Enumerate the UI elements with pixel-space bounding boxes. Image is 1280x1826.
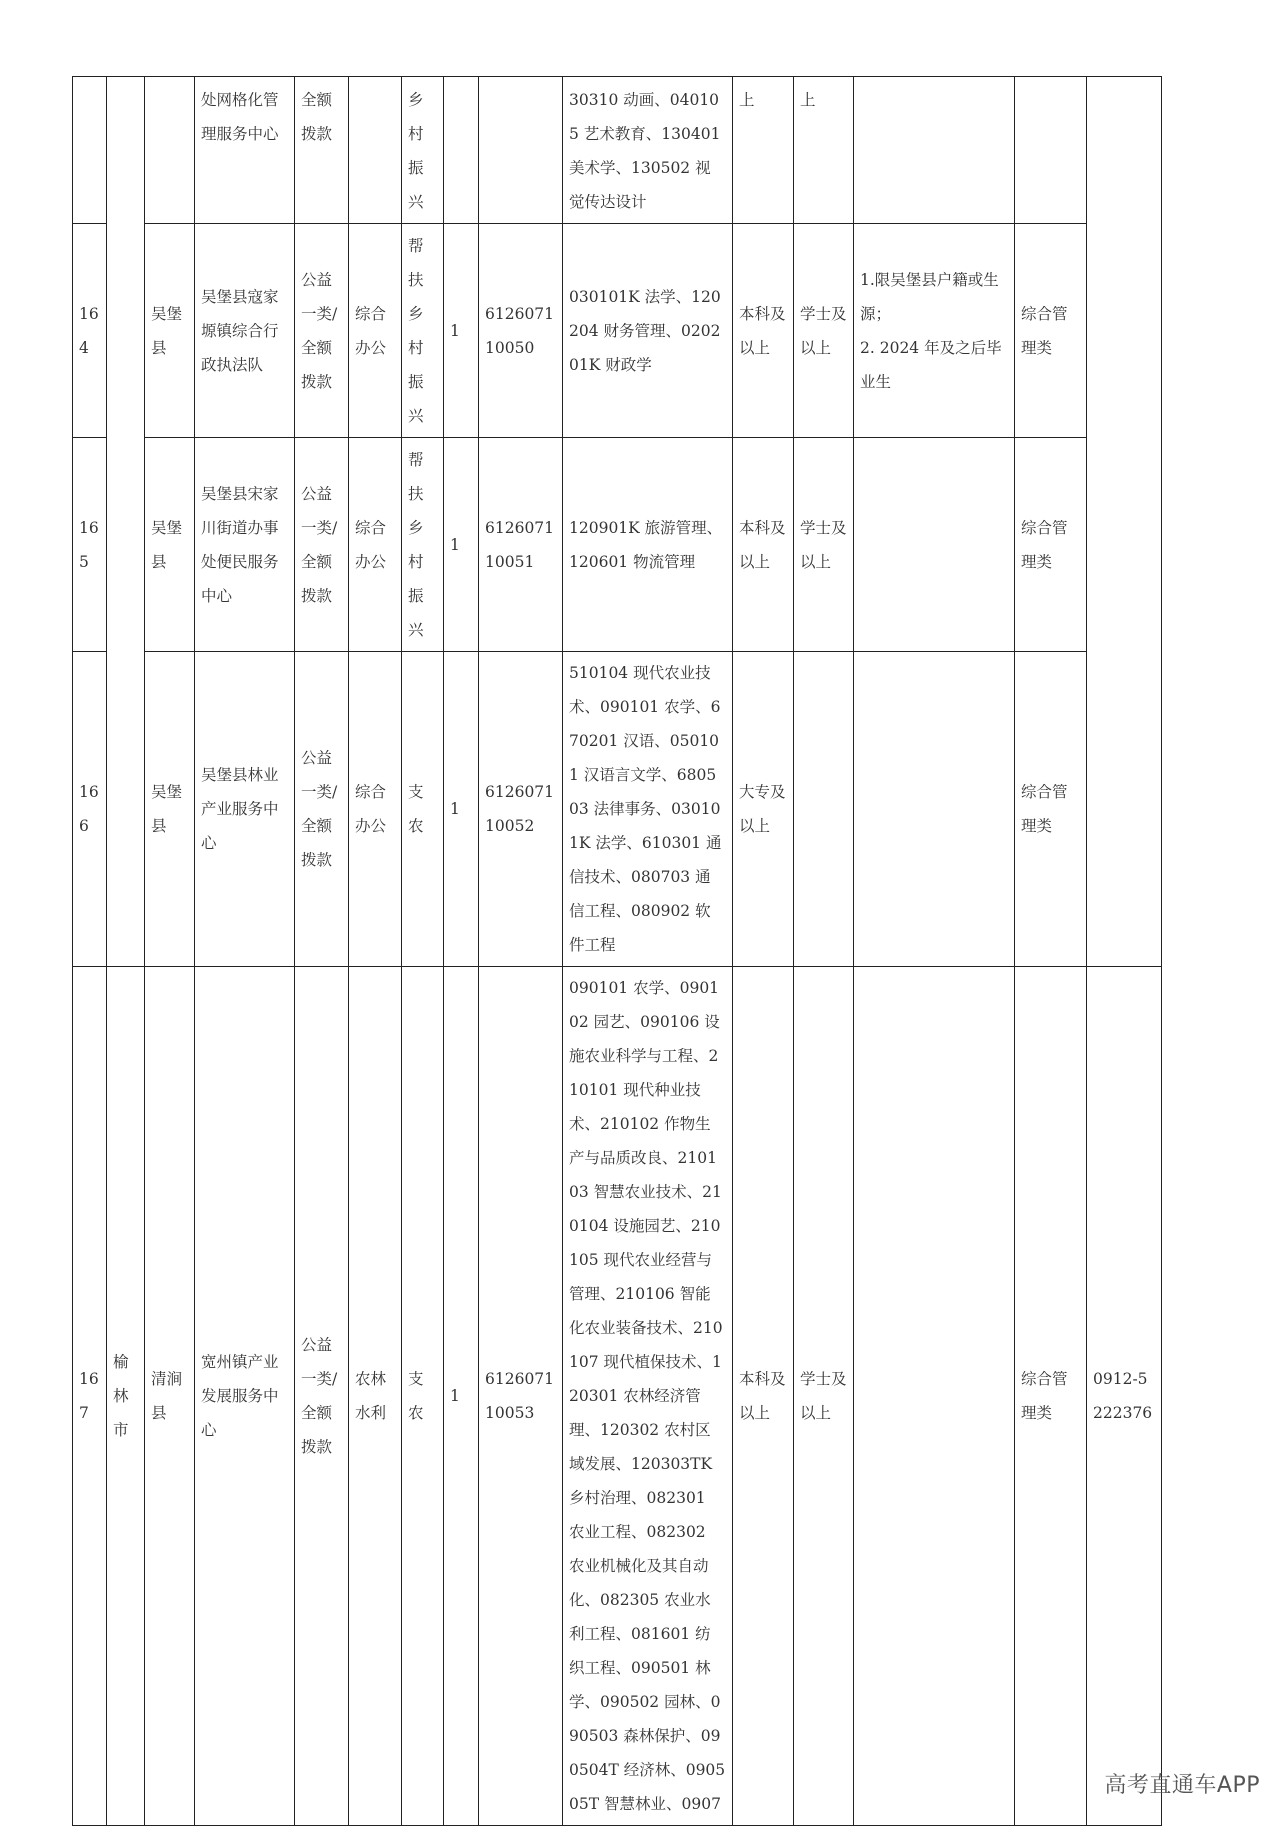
code-cell: 612607110052 xyxy=(479,652,563,967)
code-cell xyxy=(479,77,563,224)
category-cell: 支农 xyxy=(402,652,444,967)
phone-cell xyxy=(1087,77,1162,967)
degree-cell: 上 xyxy=(794,77,854,224)
major-cell: 090101 农学、090102 园艺、090106 设施农业科学与工程、210101 现代种业技术、210102 作物生产与品质改良、210103 智慧农业技术、210104 设施园艺、210105 现代农业经营与管理、210106 智能化农业装备技术、210107 现代植保技术、120301 农林经济管理、120302 农村区域发展、120303TK 乡村治理、082301 农业工程、082302 农业机械化及其自动化、082305 农业水利工程、081601 纺织工程、090501 林学、090502 园林、090503 森林保护、090504T 经济林、090505T 智慧林业、0907 xyxy=(563,967,733,1826)
education-cell: 本科及以上 xyxy=(733,967,794,1826)
funding-cell: 公益一类/全额拨款 xyxy=(295,967,349,1826)
other-cell xyxy=(854,438,1015,652)
funding-cell: 公益一类/全额拨款 xyxy=(295,652,349,967)
dept-cell: 吴堡县林业产业服务中心 xyxy=(195,652,295,967)
exam-cell: 综合管理类 xyxy=(1015,224,1087,438)
post-cell xyxy=(349,77,402,224)
education-cell: 大专及以上 xyxy=(733,652,794,967)
other-cell xyxy=(854,77,1015,224)
degree-cell xyxy=(794,652,854,967)
major-cell: 030101K 法学、120204 财务管理、020201K 财政学 xyxy=(563,224,733,438)
dept-cell: 处网格化管理服务中心 xyxy=(195,77,295,224)
other-cell xyxy=(854,967,1015,1826)
exam-cell: 综合管理类 xyxy=(1015,652,1087,967)
category-cell: 支农 xyxy=(402,967,444,1826)
number-cell xyxy=(444,77,479,224)
county-cell: 清涧县 xyxy=(145,967,195,1826)
number-cell: 1 xyxy=(444,438,479,652)
other-cell xyxy=(854,652,1015,967)
recruitment-table xyxy=(72,76,1162,1826)
funding-cell: 公益一类/全额拨款 xyxy=(295,438,349,652)
post-cell: 综合办公 xyxy=(349,438,402,652)
major-cell: 30310 动画、040105 艺术教育、130401 美术学、130502 视觉传达设计 xyxy=(563,77,733,224)
number-cell: 1 xyxy=(444,224,479,438)
no-cell: 164 xyxy=(73,224,107,438)
no-cell xyxy=(73,77,107,224)
funding-cell: 全额拨款 xyxy=(295,77,349,224)
county-cell: 吴堡县 xyxy=(145,224,195,438)
major-cell: 510104 现代农业技术、090101 农学、670201 汉语、050101 汉语言文学、680503 法律事务、030101K 法学、610301 通信技术、080703 通信工程、080902 软件工程 xyxy=(563,652,733,967)
education-cell: 上 xyxy=(733,77,794,224)
post-cell: 农林水利 xyxy=(349,967,402,1826)
degree-cell: 学士及以上 xyxy=(794,224,854,438)
exam-cell: 综合管理类 xyxy=(1015,438,1087,652)
table-row xyxy=(73,224,1162,438)
table-row xyxy=(73,77,1162,224)
county-cell: 吴堡县 xyxy=(145,652,195,967)
phone-cell: 0912-5222376 xyxy=(1087,967,1162,1826)
no-cell: 165 xyxy=(73,438,107,652)
degree-cell: 学士及以上 xyxy=(794,967,854,1826)
code-cell: 612607110051 xyxy=(479,438,563,652)
education-cell: 本科及以上 xyxy=(733,224,794,438)
dept-cell: 吴堡县宋家川街道办事处便民服务中心 xyxy=(195,438,295,652)
city-cell: 榆林市 xyxy=(107,967,145,1826)
exam-cell: 综合管理类 xyxy=(1015,967,1087,1826)
county-cell: 吴堡县 xyxy=(145,438,195,652)
code-cell: 612607110053 xyxy=(479,967,563,1826)
funding-cell: 公益一类/全额拨款 xyxy=(295,224,349,438)
education-cell: 本科及以上 xyxy=(733,438,794,652)
watermark: 高考直通车APP xyxy=(1104,1773,1260,1798)
category-cell: 帮扶乡村振兴 xyxy=(402,224,444,438)
table-row xyxy=(73,438,1162,652)
dept-cell: 吴堡县寇家塬镇综合行政执法队 xyxy=(195,224,295,438)
other-cell: 1.限吴堡县户籍或生源； 2. 2024 年及之后毕业生 xyxy=(854,224,1015,438)
no-cell: 166 xyxy=(73,652,107,967)
category-cell: 帮扶乡村振兴 xyxy=(402,438,444,652)
code-cell: 612607110050 xyxy=(479,224,563,438)
major-cell: 120901K 旅游管理、120601 物流管理 xyxy=(563,438,733,652)
number-cell: 1 xyxy=(444,652,479,967)
county-cell xyxy=(145,77,195,224)
degree-cell: 学士及以上 xyxy=(794,438,854,652)
no-cell: 167 xyxy=(73,967,107,1826)
table-row xyxy=(73,967,1162,1826)
exam-cell xyxy=(1015,77,1087,224)
category-cell: 乡村振兴 xyxy=(402,77,444,224)
post-cell: 综合办公 xyxy=(349,224,402,438)
post-cell: 综合办公 xyxy=(349,652,402,967)
city-cell xyxy=(107,77,145,967)
table-row xyxy=(73,652,1162,967)
dept-cell: 宽州镇产业发展服务中心 xyxy=(195,967,295,1826)
number-cell: 1 xyxy=(444,967,479,1826)
